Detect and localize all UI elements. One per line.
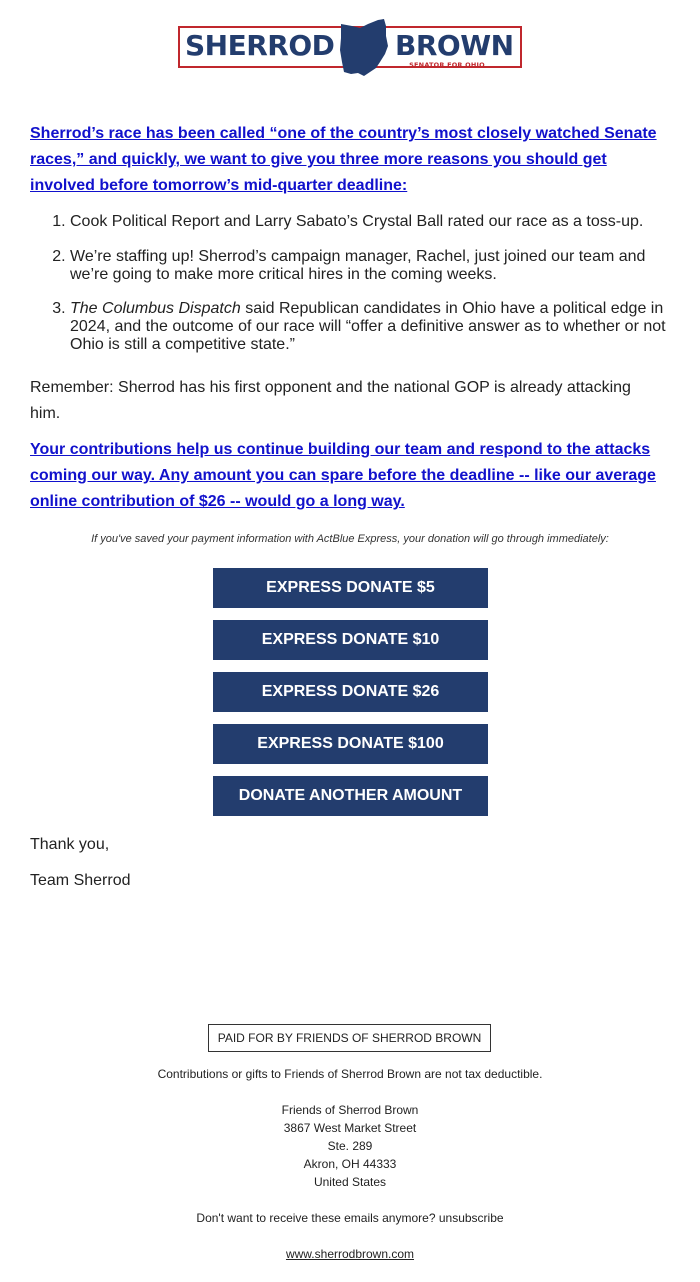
reason-text-1: Cook Political Report and Larry Sabato’s Crystal Ball rated our race as a toss-up. xyxy=(70,213,644,230)
paid-for-disclaimer: PAID FOR BY FRIENDS OF SHERROD BROWN xyxy=(208,1024,491,1052)
unsubscribe-prompt: Don't want to receive these emails anymore? xyxy=(196,1211,439,1225)
reason-item-1 xyxy=(70,213,675,231)
donate-another-amount-button[interactable]: DONATE ANOTHER AMOUNT xyxy=(213,776,488,816)
website-line xyxy=(0,1245,700,1263)
logo-tagline: SENATOR FOR OHIO xyxy=(409,61,485,69)
signoff-thanks: Thank you, xyxy=(30,836,110,853)
intro-link[interactable]: Sherrod’s race has been called “one of the country’s most closely watched Senate races,” and quickly, we want to give you three more reasons you should get involved before tomorrow’s mid-quarter deadline: xyxy=(30,125,657,194)
address-line: Akron, OH 44333 xyxy=(303,1157,397,1171)
express-donate-5-button[interactable]: EXPRESS DONATE $5 xyxy=(213,568,488,608)
actblue-express-note: If you've saved your payment information with ActBlue Express, your donation will go through immediately: xyxy=(91,533,609,545)
mailing-address xyxy=(0,1101,700,1191)
address-line: 3867 West Market Street xyxy=(283,1121,417,1135)
unsubscribe-line xyxy=(0,1209,700,1227)
express-donate-26-button[interactable]: EXPRESS DONATE $26 xyxy=(213,672,488,712)
reason-text-3: said Republican candidates in Ohio have a political edge in 2024, and the outcome of our race will “offer a definitive answer as to whether or not Ohio is still a competitive state.” xyxy=(70,300,666,353)
reason-source: The Columbus Dispatch xyxy=(70,300,241,317)
reason-text-2: We’re staffing up! Sherrod’s campaign manager, Rachel, just joined our team and we’re going to make more critical hires in the coming weeks. xyxy=(70,248,646,283)
contribution-link[interactable]: Your contributions help us continue building our team and respond to the attacks coming our way. Any amount you can spare before the deadline -- like our average online contribution of $26 -- would go a long way. xyxy=(30,441,656,510)
tax-deductible-note: Contributions or gifts to Friends of Sherrod Brown are not tax deductible. xyxy=(157,1067,543,1081)
website-link[interactable]: www.sherrodbrown.com xyxy=(285,1247,415,1261)
remember-paragraph: Remember: Sherrod has his first opponent and the national GOP is already attacking him. xyxy=(30,379,631,422)
logo-first-name: SHERROD xyxy=(185,29,335,62)
express-donate-10-button[interactable]: EXPRESS DONATE $10 xyxy=(213,620,488,660)
express-donate-100-button[interactable]: EXPRESS DONATE $100 xyxy=(213,724,488,764)
ohio-state-icon xyxy=(338,18,392,78)
logo-last-name: BROWN xyxy=(395,29,514,62)
reasons-list xyxy=(30,213,675,371)
unsubscribe-link[interactable]: unsubscribe xyxy=(438,1211,504,1225)
address-line: Ste. 289 xyxy=(327,1139,373,1153)
signoff-team: Team Sherrod xyxy=(30,872,131,889)
address-line: United States xyxy=(313,1175,387,1189)
campaign-logo xyxy=(178,18,524,78)
reason-item-3 xyxy=(70,300,675,354)
address-line: Friends of Sherrod Brown xyxy=(281,1103,419,1117)
reason-item-2 xyxy=(70,248,675,284)
